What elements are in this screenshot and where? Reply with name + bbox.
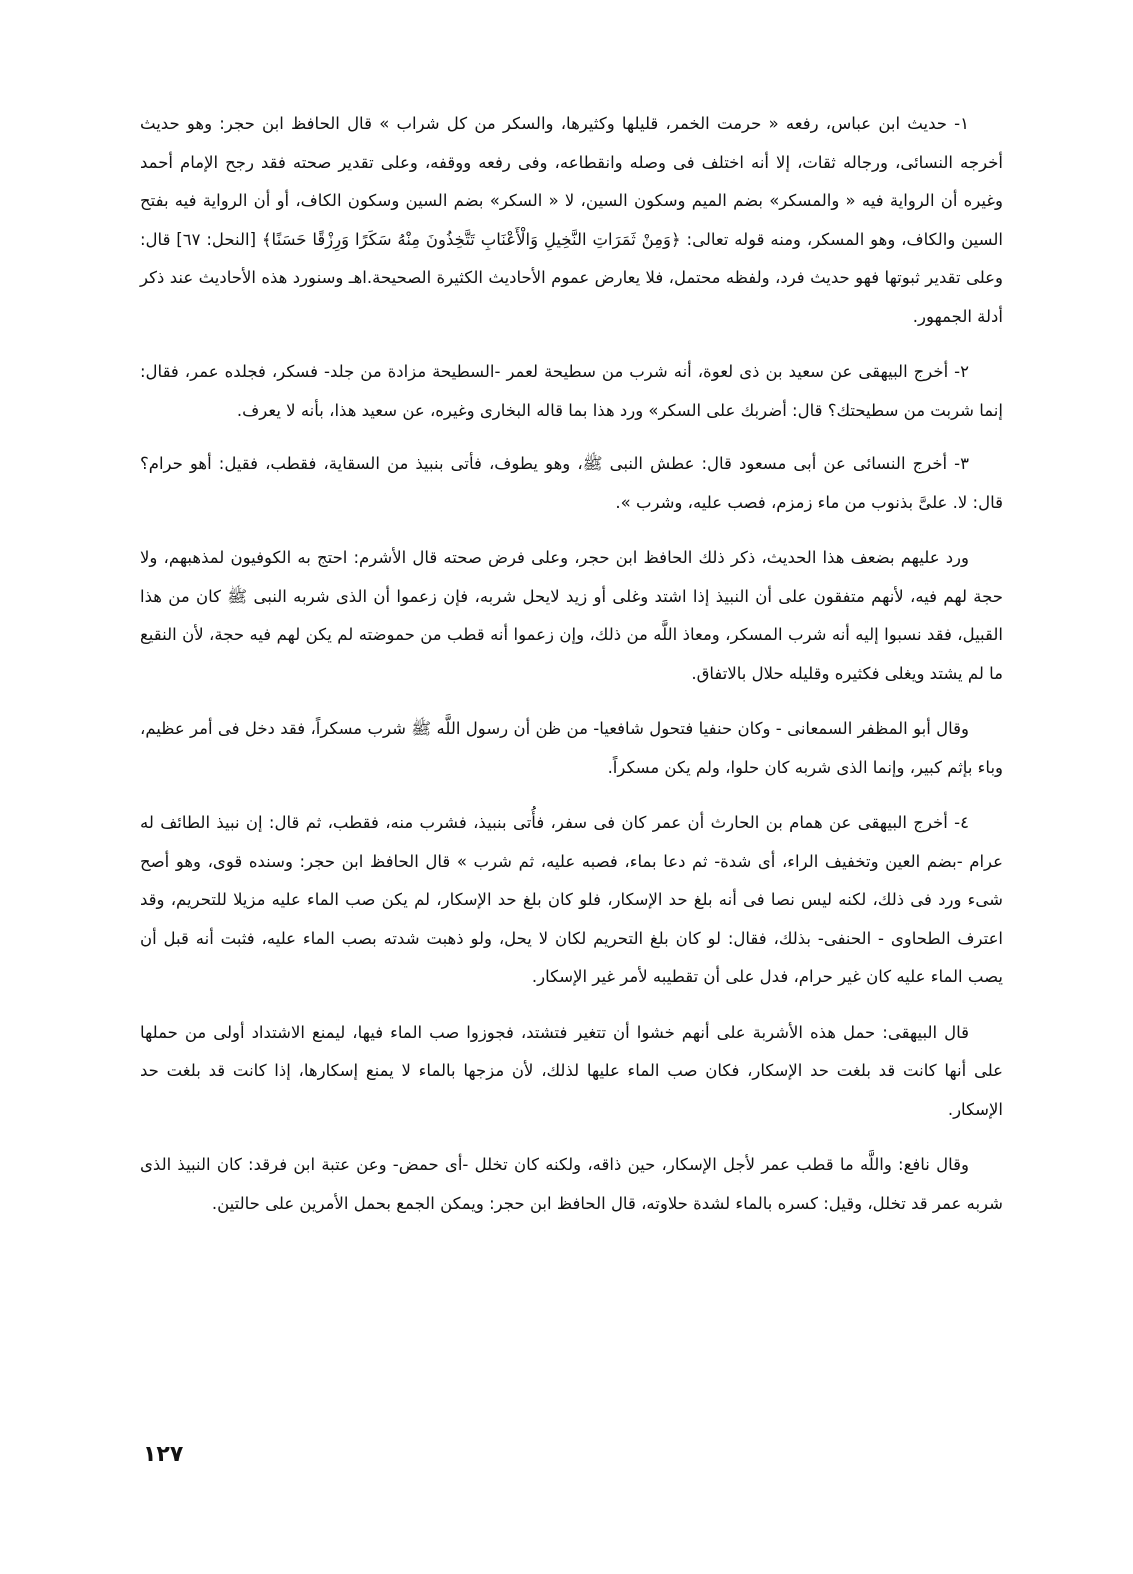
page-number: ١٢٧ <box>143 1442 184 1467</box>
paragraph-samani: وقال أبو المظفر السمعانى - وكان حنفيا فتحول شافعيا- من ظن أن رسول اللَّه ﷺ شرب مسكراً، فقد دخل فى أمر عظيم، وباء بإثم كبير، وإنما الذى شربه كان حلوا، ولم يكن مسكراً. <box>140 719 1003 777</box>
paragraph-hadith-4: ٤- أخرج البيهقى عن همام بن الحارث أن عمر كان فى سفر، فأُتى بنبيذ، فشرب منه، فقطب، ثم قال: إن نبيذ الطائف له عرام -بضم العين وتخفيف الراء، أى شدة- ثم دعا بماء، فصبه عليه، ثم شرب » قال الحافظ ابن حجر: وسنده قوى، وهو أصح شىء ورد فى ذلك، لكنه ليس نصا فى أنه بلغ حد الإسكار، فلو كان بلغ حد الإسكار، لم يكن صب الماء عليه مزيلا للتحريم، وقد اعترف الطحاوى - الحنفى- بذلك، فقال: لو كان بلغ التحريم لكان لا يحل، ولو ذهبت شدته بصب الماء عليه، فثبت أنه قبل أن يصب الماء عليه كان غير حرام، فدل على أن تقطيبه لأمر غير الإسكار. <box>140 813 1003 986</box>
body-text <box>140 105 1003 1223</box>
paragraph-bayhaqi: قال البيهقى: حمل هذه الأشربة على أنهم خشوا أن تتغير فتشتد، فجوزوا صب الماء فيها، ليمنع الاشتداد أولى من حملها على أنها كانت قد بلغت حد الإسكار، فكان صب الماء عليها لذلك، لأن مزجها بالماء لا يمنع إسكارها، إذا كانت قد بلغت حد الإسكار. <box>140 1022 1003 1119</box>
paragraph-hadith-2: ٢- أخرج البيهقى عن سعيد بن ذى لعوة، أنه شرب من سطيحة لعمر -السطيحة مزادة من جلد- فسكر، فجلده عمر، فقال: إنما شربت من سطيحتك؟ قال: أضربك على السكر» ورد هذا بما قاله البخارى وغيره، عن سعيد هذا، بأنه لا يعرف. <box>140 362 1003 420</box>
paragraph-hadith-3: ٣- أخرج النسائى عن أبى مسعود قال: عطش النبى ﷺ، وهو يطوف، فأتى بنبيذ من السقاية، فقطب، فقيل: أهو حرام؟ قال: لا. علىَّ بذنوب من ماء زمزم، فصب عليه، وشرب ». <box>140 454 1003 512</box>
paragraph-nafi: وقال نافع: واللَّه ما قطب عمر لأجل الإسكار، حين ذاقه، ولكنه كان تخلل -أى حمض- وعن عتبة ابن فرقد: كان النبيذ الذى شربه عمر قد تخلل، وقيل: كسره بالماء لشدة حلاوته، قال الحافظ ابن حجر: ويمكن الجمع بحمل الأمرين على حالتين. <box>140 1155 1003 1213</box>
paragraph-rebuttal: ورد عليهم بضعف هذا الحديث، ذكر ذلك الحافظ ابن حجر، وعلى فرض صحته قال الأشرم: احتج به الكوفيون لمذهبهم، ولا حجة لهم فيه، لأنهم متفقون على أن النبيذ إذا اشتد وغلى أو زيد لايحل شربه، فإن زعموا أن الذى شربه النبى ﷺ كان من هذا القبيل، فقد نسبوا إليه أنه شرب المسكر، ومعاذ اللَّه من ذلك، وإن زعموا أنه قطب من حموضته لم يكن لهم فيه حجة، لأن النقيع ما لم يشتد ويغلى فكثيره وقليله حلال بالاتفاق. <box>140 548 1003 683</box>
paragraph-hadith-1: ١- حديث ابن عباس، رفعه « حرمت الخمر، قليلها وكثيرها، والسكر من كل شراب » قال الحافظ ابن حجر: وهو حديث أخرجه النسائى، ورجاله ثقات، إلا أنه اختلف فى وصله وانقطاعه، وفى رفعه ووقفه، وعلى تقدير صحته فقد رجح الإمام أحمد وغيره أن الرواية فيه « والمسكر» بضم الميم وسكون السين، لا « السكر» بضم السين وسكون الكاف، أو أن الرواية فيه بفتح السين والكاف، وهو المسكر، ومنه قوله تعالى: ﴿وَمِنْ ثَمَرَاتِ النَّخِيلِ وَالْأَعْنَابِ تَتَّخِذُونَ مِنْهُ سَكَرًا وَرِزْقًا حَسَنًا﴾ [النحل: ٦٧] قال: وعلى تقدير ثبوتها فهو حديث فرد، ولفظه محتمل، فلا يعارض عموم الأحاديث الكثيرة الصحيحة.اهـ وسنورد هذه الأحاديث عند ذكر أدلة الجمهور. <box>140 114 1003 326</box>
